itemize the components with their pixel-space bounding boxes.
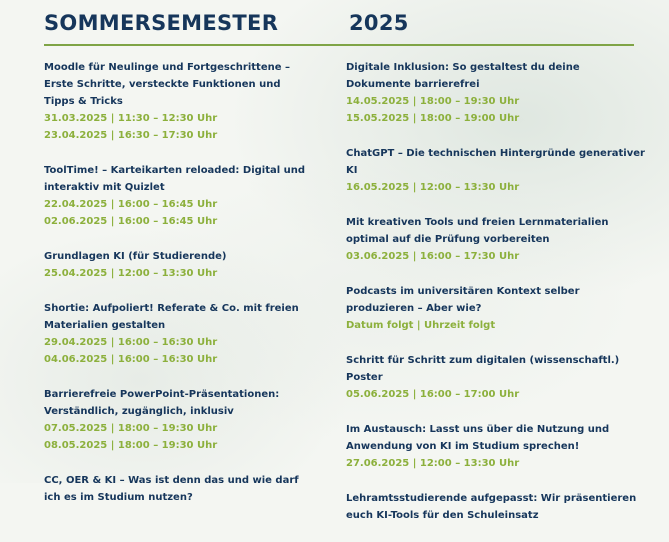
- event-title: ChatGPT – Die technischen Hintergründe generativer KI: [346, 148, 645, 176]
- page-header: [44, 9, 634, 41]
- event-item: [346, 283, 646, 334]
- event-item: [346, 421, 646, 472]
- event-title: Barrierefreie PowerPoint-Präsentationen: Verständlich, zugänglich, inklusiv: [44, 389, 280, 417]
- event-date: 29.04.2025 | 16:00 – 16:30 Uhr: [44, 337, 218, 348]
- event-date: 08.05.2025 | 18:00 – 19:30 Uhr: [44, 440, 218, 451]
- event-item: [44, 248, 312, 282]
- event-item: [44, 162, 312, 230]
- event-date: 25.04.2025 | 12:00 – 13:30 Uhr: [44, 268, 218, 279]
- event-title: Schritt für Schritt zum digitalen (wissenschaftl.) Poster: [346, 355, 620, 383]
- event-date: 02.06.2025 | 16:00 – 16:45 Uhr: [44, 216, 218, 227]
- event-date: 27.06.2025 | 12:00 – 13:30 Uhr: [346, 458, 520, 469]
- left-event-column: [44, 59, 312, 524]
- event-title: Lehramtsstudierende aufgepasst: Wir präsentieren euch KI-Tools für den Schuleinsatz: [346, 493, 637, 521]
- year-title: 2025: [349, 11, 409, 35]
- event-item: [44, 59, 312, 144]
- header-divider: [44, 44, 634, 46]
- event-title: Im Austausch: Lasst uns über die Nutzung und Anwendung von KI im Studium sprechen!: [346, 424, 610, 452]
- event-title: Moodle für Neulinge und Fortgeschrittene – Erste Schritte, versteckte Funktionen und Tipps & Tricks: [44, 62, 291, 107]
- event-item: [346, 352, 646, 403]
- event-title: Mit kreativen Tools und freien Lernmaterialien optimal auf die Prüfung vorbereiten: [346, 217, 609, 245]
- event-date: 14.05.2025 | 18:00 – 19:30 Uhr: [346, 96, 520, 107]
- event-title: Shortie: Aufpoliert! Referate & Co. mit freien Materialien gestalten: [44, 303, 299, 331]
- event-date: 03.06.2025 | 16:00 – 17:30 Uhr: [346, 251, 520, 262]
- event-title: Grundlagen KI (für Studierende): [44, 251, 227, 262]
- event-item: [44, 386, 312, 454]
- event-title: ToolTime! – Karteikarten reloaded: Digital und interaktiv mit Quizlet: [44, 165, 306, 193]
- event-date: 16.05.2025 | 12:00 – 13:30 Uhr: [346, 182, 520, 193]
- event-date: 22.04.2025 | 16:00 – 16:45 Uhr: [44, 199, 218, 210]
- event-item: [44, 472, 312, 506]
- event-title: Digitale Inklusion: So gestaltest du deine Dokumente barrierefrei: [346, 62, 580, 90]
- event-item: [44, 300, 312, 368]
- event-title: CC, OER & KI – Was ist denn das und wie darf ich es im Studium nutzen?: [44, 475, 299, 503]
- event-item: [346, 214, 646, 265]
- event-date: 31.03.2025 | 11:30 – 12:30 Uhr: [44, 113, 218, 124]
- right-event-column: [346, 59, 646, 542]
- event-item: [346, 145, 646, 196]
- event-date: 23.04.2025 | 16:30 – 17:30 Uhr: [44, 130, 218, 141]
- event-date: 05.06.2025 | 16:00 – 17:00 Uhr: [346, 389, 520, 400]
- event-date: 15.05.2025 | 18:00 – 19:00 Uhr: [346, 113, 520, 124]
- event-item: [346, 490, 646, 524]
- event-date: Datum folgt | Uhrzeit folgt: [346, 320, 496, 331]
- event-date: 04.06.2025 | 16:00 – 16:30 Uhr: [44, 354, 218, 365]
- event-title: Podcasts im universitären Kontext selber produzieren – Aber wie?: [346, 286, 580, 314]
- semester-title: SOMMERSEMESTER: [44, 11, 279, 35]
- event-item: [346, 59, 646, 127]
- event-date: 07.05.2025 | 18:00 – 19:30 Uhr: [44, 423, 218, 434]
